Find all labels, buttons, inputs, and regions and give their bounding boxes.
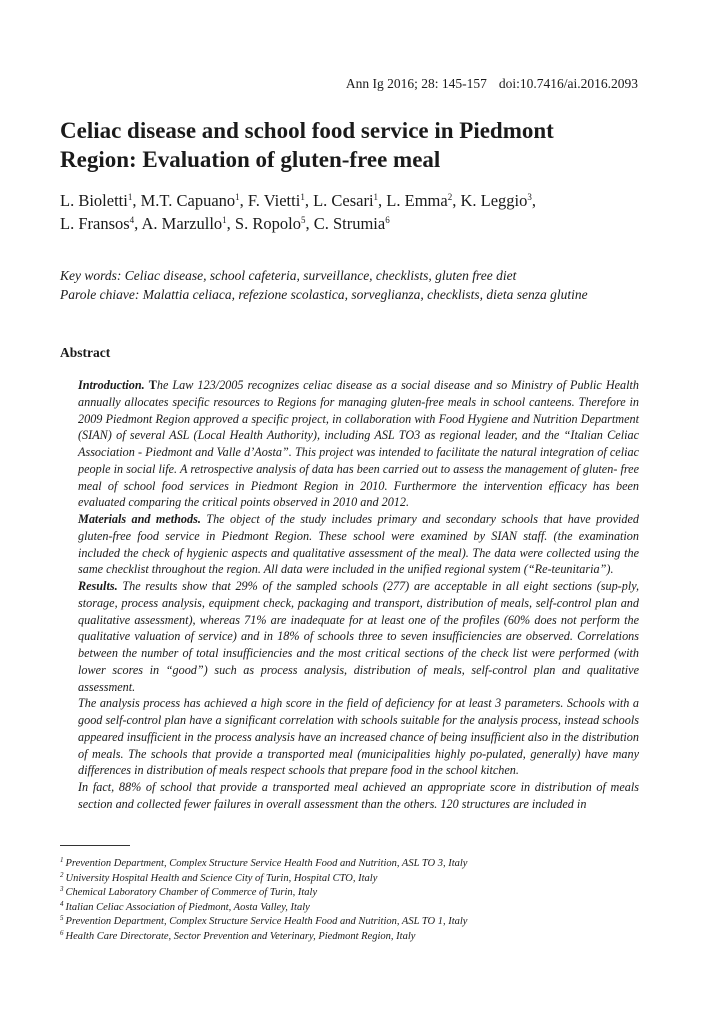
footnote (60, 915, 660, 930)
footnote-text: Prevention Department, Complex Structure Service Health Food and Nutrition, ASL TO 1, Italy (65, 916, 468, 928)
author-affiliation-mark: 1 (300, 192, 305, 202)
author-separator: , (531, 191, 536, 210)
abstract-paragraph: In fact, 88% of school that provide a transported meal achieved an appropriate score in distribution of meals section and collected fewer failures in overall assessment than the others. 120 structures are included in (78, 780, 639, 811)
abstract-paragraph (78, 377, 639, 511)
author-separator: , (378, 191, 387, 210)
author: C. Strumia (313, 214, 386, 233)
author-affiliation-mark: 1 (127, 192, 133, 202)
footnote-number: 1 (60, 856, 64, 864)
author-affiliation-mark: 1 (235, 192, 240, 202)
section-label-introduction: Introduction. (78, 378, 145, 392)
footnote-number: 5 (60, 914, 64, 923)
keywords-italian: Parole chiave: Malattia celiaca, refezione scolastica, sorveglianza, checklists, dieta senza glutine (60, 287, 588, 302)
author-separator: , (132, 191, 141, 210)
author-affiliation-mark: 3 (527, 192, 532, 202)
author: M.T. Capuano (140, 191, 236, 210)
doi-text: doi:10.7416/ai.2016.2093 (498, 76, 638, 91)
author: F. Vietti (247, 191, 301, 210)
footnote-text: Chemical Laboratory Chamber of Commerce of Turin, Italy (65, 887, 318, 899)
abstract-body (78, 377, 639, 813)
footnote-number: 2 (60, 870, 64, 879)
author-affiliation-mark: 2 (447, 192, 453, 202)
introduction-text: he Law 123/2005 recognizes celiac disease as a social disease and so Ministry of Public Health annually allocates specific resources to Regions for managing gluten-free meals in school canteens. Therefore in 2009 Piedmont Region approved a specific project, in collaboration with Food Hygiene and Nutrition Department (SIAN) of several ASL (Local Health Authority), including ASL TO3 as regional leader, and the “Italian Celiac Association - Piedmont and Valle d’Aosta”. This project was intended to facilitate the natural integration of celiac people in social life. A retrospective analysis of data has been carried out to assess the management of gluten- free meal of school food services in Piedmont Region in 2010. Furthermore the intervention efficacy has been evaluated comparing the critical points observed in 2010 and 2012. (78, 378, 639, 510)
author-separator: , (305, 214, 314, 233)
footnote (60, 901, 660, 916)
footnote (60, 886, 660, 901)
author: L. Emma (386, 191, 448, 210)
keywords-english: Key words: Celiac disease, school cafeteria, surveillance, checklists, gluten free diet (60, 268, 517, 283)
author: K. Leggio (460, 191, 528, 210)
footnote-divider (60, 845, 130, 846)
author: L. Cesari (313, 191, 374, 210)
author-affiliation-mark: 1 (222, 215, 227, 225)
author: L. Fransos (60, 214, 130, 233)
section-label-results: Results. (78, 579, 118, 593)
abstract-paragraph: The analysis process has achieved a high score in the field of deficiency for at least 3 parameters. Schools with a good self-control plan have a significant correlation with schools suitable for the analysis process, instead schools appeared insufficient in the process analysis have an increased chance of being insufficient also in the distribution of meals. The schools that provide a transported meal (municipalities highly po-pulated, generally) have many differences in distribution of meals respect schools that prepare food in the school kitchen. (78, 696, 639, 778)
author-affiliation-mark: 4 (129, 215, 135, 225)
author-affiliation-mark: 6 (385, 215, 390, 225)
footnote-number: 4 (60, 899, 64, 908)
footnote (60, 857, 660, 872)
footnote-text: Health Care Directorate, Sector Prevention and Veterinary, Piedmont Region, Italy (65, 930, 416, 942)
footnote-text: Prevention Department, Complex Structure Service Health Food and Nutrition, ASL TO 3, Italy (65, 858, 468, 869)
author-line-1 (60, 189, 660, 212)
footnote-text: University Hospital Health and Science City of Turin, Hospital CTO, Italy (65, 872, 378, 884)
author-separator: , (452, 191, 461, 210)
author-separator: , (226, 214, 235, 233)
footnote-number: 6 (60, 928, 64, 937)
drop-letter: T (148, 378, 157, 392)
author: A. Marzullo (141, 214, 223, 233)
author-affiliation-mark: 1 (373, 192, 379, 202)
author-separator: , (239, 191, 248, 210)
section-label-methods: Materials and methods. (78, 512, 201, 526)
abstract-paragraph (78, 578, 639, 695)
author-list (60, 189, 660, 235)
author-line-2 (60, 212, 660, 235)
journal-citation (346, 76, 638, 92)
title-line-2: Region: Evaluation of gluten-free meal (60, 147, 441, 172)
author: S. Ropolo (234, 214, 301, 233)
footnote (60, 872, 660, 887)
author-separator: , (134, 214, 142, 233)
footnote-number: 3 (60, 885, 64, 894)
article-title (60, 116, 650, 174)
abstract-heading: Abstract (60, 345, 111, 360)
citation-text: Ann Ig 2016; 28: 145-157 (345, 76, 487, 91)
author-separator: , (304, 191, 314, 210)
footnote-text: Italian Celiac Association of Piedmont, Aosta Valley, Italy (65, 901, 310, 913)
author-affiliation-mark: 5 (300, 215, 306, 225)
footnotes (60, 857, 660, 945)
title-line-1: Celiac disease and school food service in Piedmont (60, 118, 554, 143)
results-text: The results show that 29% of the sampled schools (277) are acceptable in all eight sections (sup-ply, storage, process analysis, equipment check, packaging and transport, distribution of meals, self-control plan and qualitative assessment), whereas 71% are inadequate for at least one of the profiles (60% does not perform the qualitative valuation of service) and in 18% of schools three to seven insufficiencies are observed. Correlations between the number of total insufficiencies and the most critical sections of the check list were performed (with lower scores in “good”) such as process analysis, distribution of meals, self-control plan and qualitative assessment. (78, 579, 639, 694)
footnote (60, 930, 660, 945)
methods-text: The object of the study includes primary and secondary schools that have provided gluten-free food service in Piedmont Region. These school were examined by SIAN staff. (the examination included the check of hygienic aspects and qualitative assessment of the meal). The data were collected using the same checklist throughout the region. All data were included in the unified regional system (“Re-teunitaria”). (78, 512, 639, 577)
keywords-block (60, 266, 588, 304)
abstract-paragraph (78, 511, 639, 578)
author: L. Bioletti (60, 191, 128, 210)
